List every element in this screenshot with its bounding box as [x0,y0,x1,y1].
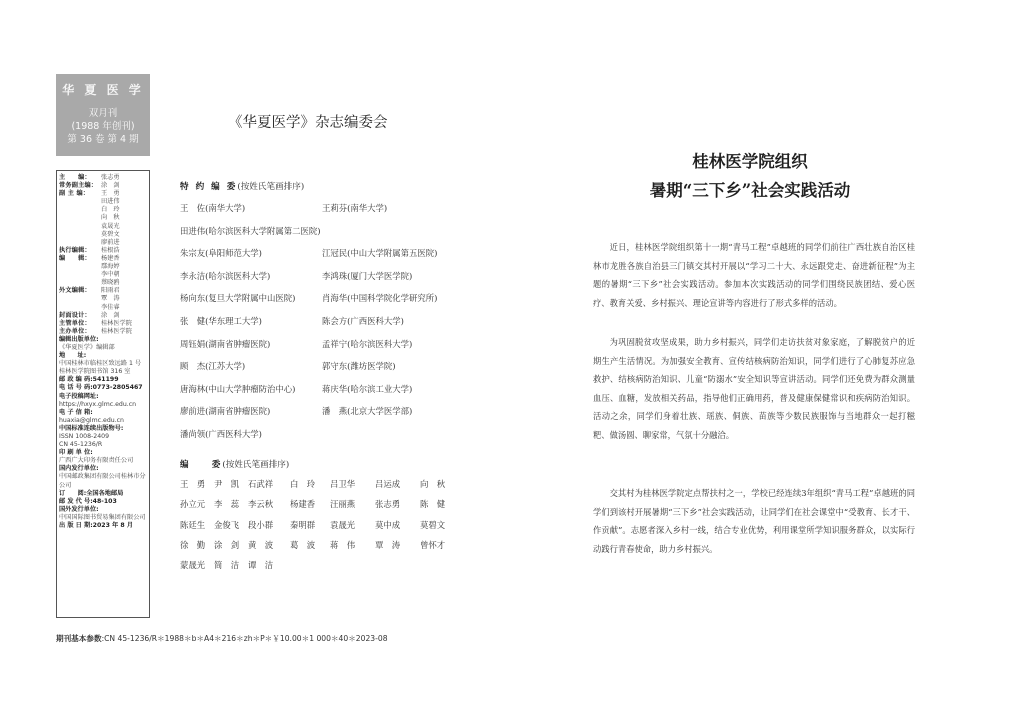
editor-name: 汪丽燕 [330,499,356,510]
cn-value: CN 45-1236/R [59,441,103,449]
editors-note: (按姓氏笔画排序) [222,460,290,470]
staff-name: 向 秋 [101,214,120,222]
journal-name: 华 夏 医 学 [62,83,144,97]
postcode: 邮 政 编 码:541199 [59,376,119,384]
email-label: 电 子 信 箱: [59,408,93,416]
staff-role: 封面设计： [59,311,91,319]
staff-role [59,271,101,279]
staff-name: 阳雨君 [101,287,120,295]
editor-name: 白 玲 [290,479,316,489]
article-paragraph-3: 交其村为桂林医学院定点帮扶村之一，学校已经连续3年组织“青马工程”卓越班的同学们到该村开展暑期“三下乡”社会实践活动，让同学们在社会课堂中“受教育、长才干、作贡献”。志愿者深入乡村一线，结合专业优势，利用课堂所学知识服务群众，以实际行动践行青春使命，助力乡村振兴。 [593,488,915,554]
staff-role [59,295,101,303]
publish-date: 出 版 日 期:2023 年 8 月 [59,522,134,530]
staff-name: 涂 剑 [101,311,120,319]
staff-name: 鄢海婷 [101,263,120,271]
special-member-row [180,247,438,259]
printer-label: 印 刷 单 位: [59,449,93,457]
special-member-row [180,292,438,304]
staff-row [59,231,149,239]
domestic-distributor-value: 中国邮政集团有限公司桂林市分公司 [59,473,146,489]
editor-name: 吕运成 [375,479,401,489]
editors-label: 编 委 [180,460,223,470]
special-member: 王 佐(南华大学) [180,203,246,213]
phone: 电 话 号 码:0773-2805467 [59,384,143,392]
editor-name: 莫中成 [375,519,401,530]
editor-name: 陈廷生 [180,519,206,530]
staff-list [59,174,149,336]
special-member: 李鸿珠(厦门大学医学院) [322,270,413,281]
editors-heading [180,458,289,470]
editor-name: 徐 勤 [180,539,206,550]
special-member: 廖前进(湖南省肿瘤医院) [180,406,271,417]
article-title-line2: 暑期“三下乡”社会实践活动 [649,181,851,200]
staff-name: 田进伟 [101,198,120,206]
editor-name: 蒋 伟 [330,539,356,550]
staff-name: 张志勇 [101,174,120,181]
staff-row [59,312,149,320]
staff-name: 桂林医学院 [101,327,132,335]
staff-role [59,223,101,231]
editor-name: 袁晟光 [330,519,356,530]
special-member: 潘 燕(北京大学医学部) [322,406,413,417]
editor-name: 黄 波 [248,539,274,550]
web-value[interactable]: https://hxyx.glmc.edu.cn [59,400,137,408]
editor-name: 涂 剑 [214,539,240,550]
staff-name: 王 勇 [101,190,120,198]
staff-name: 杨建香 [101,254,120,262]
special-member: 田进伟(哈尔滨医科大学附属第二医院) [180,225,321,236]
staff-role: 执行编辑： [59,246,91,254]
staff-row [59,174,149,182]
special-member-row [180,270,413,282]
journal-issue: 第 36 卷 第 4 期 [67,134,139,145]
editor-name: 尹 凯 [214,479,240,489]
journal-founded: (1988 年创刊) [71,121,135,132]
staff-row [59,328,149,336]
editor-name: 陈 健 [420,499,446,510]
address-value: 中国桂林市临桂区致远路 1 号桂林医学院图书馆 316 室 [59,360,142,376]
special-member-row [180,383,413,395]
domestic-distributor-label: 国内发行单位: [59,465,99,473]
staff-name: 涂 剑 [101,182,120,190]
staff-row [59,304,149,312]
staff-role: 外文编辑： [59,287,91,295]
special-member: 周钰娟(湖南省肿瘤医院) [180,338,271,349]
staff-role: 主办单位： [59,327,91,335]
printer-value: 广西广大印务有限责任公司 [59,457,134,465]
staff-role [59,231,101,239]
editor-name: 石武祥 [248,479,274,489]
staff-name: 蔡晓鸥 [101,279,120,287]
staff-row [59,255,149,263]
editor-name: 李云秋 [248,499,274,510]
journal-parameters-value: :CN 45-1236/R＊1988＊b＊A4＊216＊zh＊P＊￥10.00＊1 000＊40＊2023-08 [101,634,388,643]
special-member-row [180,428,262,440]
special-member: 杨向东(复旦大学附属中山医院) [180,293,296,304]
special-member: 朱宗友(阜阳师范大学) [180,248,262,259]
editor-name: 谭 洁 [248,560,274,571]
editor-name: 莫碧文 [420,519,446,530]
staff-name: 李中朝 [101,271,120,279]
journal-parameters-label: 期刊基本参数 [56,634,102,643]
staff-role: 主管单位： [59,319,91,327]
staff-name: 莫碧文 [101,230,120,238]
staff-row [59,263,149,271]
editor-name: 李 蕊 [214,499,240,510]
special-member-row [180,315,404,327]
staff-name: 覃 涛 [101,295,120,303]
web-label: 电子投稿网址: [59,392,99,400]
overseas-distributor-label: 国外发行单位: [59,505,99,513]
staff-row [59,295,149,303]
special-member: 王莉芬(南华大学) [322,203,388,213]
staff-row [59,247,149,255]
email-value[interactable]: huaxia@glmc.edu.cn [59,416,124,424]
special-member-row [180,405,413,417]
editor-name: 覃 涛 [375,539,401,550]
editor-name: 张志勇 [375,499,401,510]
colophon-sidebar [56,170,150,618]
staff-name: 桂林医学院 [101,319,132,327]
editor-name: 王 勇 [180,479,206,489]
staff-role [59,198,101,206]
issn-value: ISSN 1008-2409 [59,433,110,440]
editor-name: 秦明群 [290,519,316,530]
editor-name: 葛 波 [290,539,316,550]
special-member: 张 健(华东理工大学) [180,316,262,326]
staff-role [59,304,101,312]
special-member-row [180,202,388,214]
special-member: 江冠民(中山大学附属第五医院) [322,248,438,259]
overseas-distributor-value: 中国国际图书贸易集团有限公司 [59,513,146,521]
staff-row [59,239,149,247]
staff-role [59,263,101,271]
staff-name: 白 玲 [101,206,120,214]
staff-name: 廖前进 [101,238,120,246]
staff-role [59,239,101,247]
address-label: 地 址: [59,352,87,360]
staff-name: 李佳睿 [101,303,120,311]
staff-role: 主 编： [59,174,91,181]
staff-role: 编 辑： [59,254,91,262]
special-member: 顾 杰(江苏大学) [180,361,246,372]
staff-row [59,214,149,222]
journal-frequency: 双月刊 [88,108,118,119]
article-paragraph-2: 为巩固脱贫攻坚成果，助力乡村振兴，同学们走访扶贫对象家庭，了解脱贫户的近期生产生活情况。为加强安全教育、宣传结核病防治知识，同学们进行了心肺复苏应急救护、结核病防治知识、儿童“防溺水”安全知识等宣讲活动。同学们还免费为群众测量血压、血糖，发放相关药品，指导他们正确用药，普及健康保健常识和疾病防治知识。活动之余，同学们身着壮族、瑶族、侗族、苗族等少数民族服饰与当地群众一起打糍粑、做汤圆、聊家常，气氛十分融洽。 [593,337,915,440]
special-member: 蒋庆华(哈尔滨工业大学) [322,383,413,394]
staff-row [59,182,149,190]
special-board-heading [180,180,304,192]
special-member-row [180,338,413,350]
editor-name: 曾怀才 [420,539,446,550]
editor-name: 简 洁 [214,560,240,571]
special-member-row [180,360,396,372]
special-member: 肖海华(中国科学院化学研究所) [322,293,438,304]
staff-name: 袁晟光 [101,222,120,230]
editor-name: 杨建香 [290,499,316,510]
board-title: 《华夏医学》杂志编委会 [228,115,388,131]
journal-masthead [56,74,150,156]
editor-name: 段小群 [248,519,274,530]
special-member: 郭守东(潍坊医学院) [322,361,396,372]
issn-label: 中国标准连续出版物号: [59,424,124,432]
special-member: 潘尚领(广西医科大学) [180,429,262,439]
staff-role: 副 主 编： [59,190,90,198]
special-member: 李永洁(哈尔滨医科大学) [180,270,271,281]
staff-role [59,214,101,222]
editor-name: 金俊飞 [214,519,240,530]
special-member-row [180,225,321,237]
special-board-label: 特 约 编 委 [180,182,238,192]
publisher-value: 《华夏医学》编辑部 [59,343,115,351]
special-member: 孟祥宁(哈尔滨医科大学) [322,338,413,349]
staff-name: 桂根浩 [101,246,120,254]
special-member: 陈会方(广西医科大学) [322,316,404,326]
editor-name: 向 秋 [420,479,446,489]
subscription: 订 阅:全国各地邮局 [59,489,124,497]
editor-name: 吕卫华 [330,479,356,489]
editor-name: 蒙晟光 [180,560,206,571]
article-paragraph-1: 近日，桂林医学院组织第十一期“青马工程”卓越班的同学们前往广西壮族自治区桂林市龙胜各族自治县三门镇交其村开展以“学习二十大、永远跟党走、奋进新征程”为主题的暑期“三下乡”社会实践活动。参加本次实践活动的同学们围绕民族团结、爱心医疗、教育关爱、乡村振兴、理论宣讲等内容进行了形式多样的活动。 [593,242,915,308]
staff-role: 常务副主编： [59,182,98,190]
staff-row [59,223,149,231]
special-member: 唐海林(中山大学肿瘤防治中心) [180,383,296,394]
article-title-line1: 桂林医学院组织 [692,152,808,171]
special-board-note: (按姓氏笔画排序) [237,182,305,192]
staff-row [59,271,149,279]
staff-role [59,206,101,214]
editor-name: 孙立元 [180,499,206,510]
staff-row [59,320,149,328]
postal-code: 邮 发 代 号:48-103 [59,497,117,505]
publisher-label: 编辑出版单位: [59,335,99,343]
journal-parameters [56,633,388,644]
